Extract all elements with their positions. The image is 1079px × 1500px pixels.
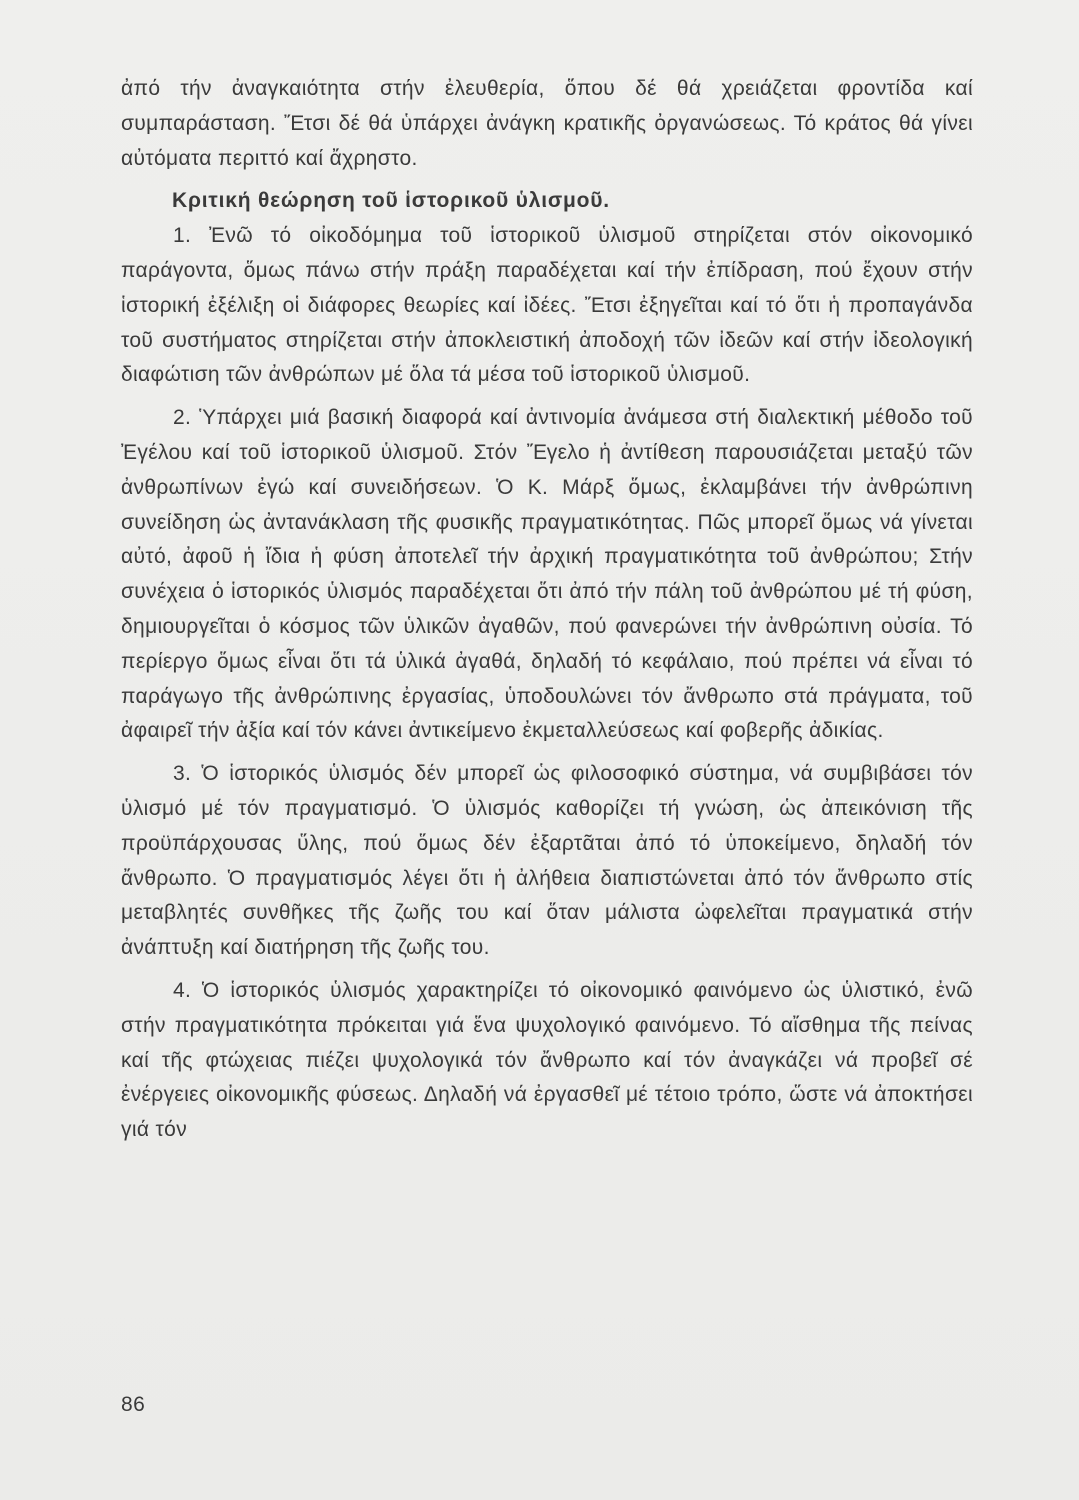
page-number: 86 <box>121 1393 146 1416</box>
section-heading: Κριτική θεώρηση τοῦ ἱστορικοῦ ὑλισμοῦ. <box>172 189 610 213</box>
paragraph-point-2: 2. Ὑπάρχει μιά βασική διαφορά καί ἀντινομία ἀνάμεσα στή διαλεκτική μέθοδο τοῦ Ἐγέλου καί τοῦ ἱστορικοῦ ὑλισμοῦ. Στόν Ἔγελο ἡ ἀντίθεση παρουσιάζεται μεταξύ τῶν ἀνθρωπίνων ἐγώ καί συνειδήσεων. Ὁ Κ. Μάρξ ὅμως, ἐκλαμβάνει τήν ἀνθρώπινη συνείδηση ὡς ἀντανάκλαση τῆς φυσικῆς πραγματικότητας. Πῶς μπορεῖ ὅμως νά γίνεται αὐτό, ἀφοῦ ἡ ἴδια ἡ φύση ἀποτελεῖ τήν ἀρχική πραγματικότητα τοῦ ἀνθρώπου; Στήν συνέχεια ὁ ἱστορικός ὑλισμός παραδέχεται ὅτι ἀπό τήν πάλη τοῦ ἀνθρώπου μέ τή φύση, δημιουργεῖται ὁ κόσμος τῶν ὑλικῶν ἀγαθῶν, πού φανερώνει τήν ἀνθρώπινη οὐσία. Τό περίεργο ὅμως εἶναι ὅτι τά ὑλικά ἀγαθά, δηλαδή τό κεφάλαιο, πού πρέπει νά εἶναι τό παράγωγο τῆς ἀνθρώπινης ἐργασίας, ὑποδουλώνει τόν ἄνθρωπο στά πράγματα, τοῦ ἀφαιρεῖ τήν ἀξία καί τόν κάνει ἀντικείμενο ἐκμεταλλεύσεως καί φοβερῆς ἀδικίας. <box>121 406 973 743</box>
paragraph-point-1: 1. Ἐνῶ τό οἰκοδόμημα τοῦ ἱστορικοῦ ὑλισμοῦ στηρίζεται στόν οἰκονομικό παράγοντα, ὅμως πάνω στήν πράξη παραδέχεται καί τήν ἐπίδραση, πού ἔχουν στήν ἱστορική ἐξέλιξη οἱ διάφορες θεωρίες καί ἰδέες. Ἔτσι ἐξηγεῖται καί τό ὅτι ἡ προπαγάνδα τοῦ συστήματος στηρίζεται στήν ἀποκλειστική ἀποδοχή τῶν ἰδεῶν καί στήν ἰδεολογική διαφώτιση τῶν ἀνθρώπων μέ ὅλα τά μέσα τοῦ ἱστορικοῦ ὑλισμοῦ. <box>121 224 973 387</box>
paragraph-point-3: 3. Ὁ ἱστορικός ὑλισμός δέν μπορεῖ ὡς φιλοσοφικό σύστημα, νά συμβιβάσει τόν ὑλισμό μέ τόν πραγματισμό. Ὁ ὑλισμός καθορίζει τή γνώση, ὡς ἀπεικόνιση τῆς προϋπάρχουσας ὕλης, πού ὅμως δέν ἐξαρτᾶται ἀπό τό ὑποκείμενο, δηλαδή τόν ἄνθρωπο. Ὁ πραγματισμός λέγει ὅτι ἡ ἀλήθεια διαπιστώνεται ἀπό τόν ἄνθρωπο στίς μεταβλητές συνθῆκες τῆς ζωῆς του καί ὅταν μάλιστα ὠφελεῖται πραγματικά στήν ἀνάπτυξη καί διατήρηση τῆς ζωῆς του. <box>121 762 973 960</box>
body-text <box>121 72 973 1148</box>
paragraph-continuation: ἀπό τήν ἀναγκαιότητα στήν ἐλευθερία, ὅπου δέ θά χρειάζεται φροντίδα καί συμπαράσταση. Ἔτσι δέ θά ὑπάρχει ἀνάγκη κρατικῆς ὀργανώσεως. Τό κράτος θά γίνει αὐτόματα περιττό καί ἄχρηστο. <box>121 77 973 170</box>
paragraph-point-4: 4. Ὁ ἱστορικός ὑλισμός χαρακτηρίζει τό οἰκονομικό φαινόμενο ὡς ὑλιστικό, ἐνῶ στήν πραγματικότητα πρόκειται γιά ἕνα ψυχολογικό φαινόμενο. Τό αἴσθημα τῆς πείνας καί τῆς φτώχειας πιέζει ψυχολογικά τόν ἄνθρωπο καί τόν ἀναγκάζει νά προβεῖ σέ ἐνέργειες οἰκονομικῆς φύσεως. Δηλαδή νά ἐργασθεῖ μέ τέτοιο τρόπο, ὥστε νά ἀποκτήσει γιά τόν <box>121 978 973 1142</box>
